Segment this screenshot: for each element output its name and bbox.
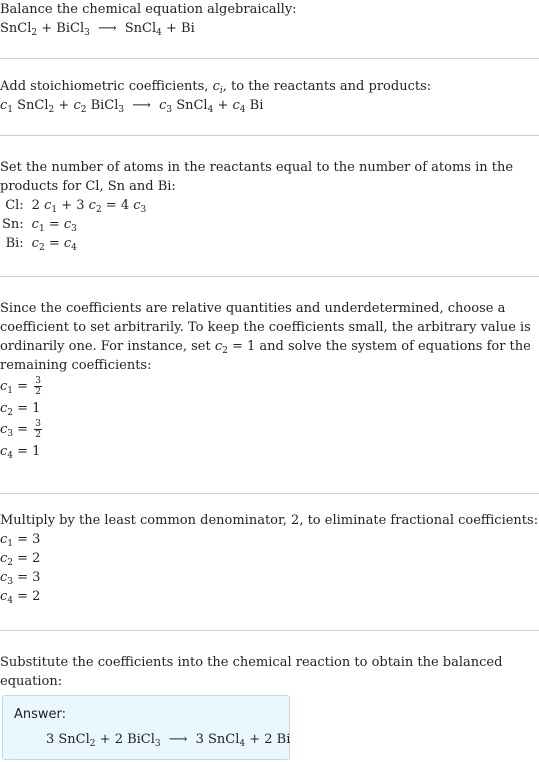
balance-label: Cl: (5, 198, 24, 213)
section-solve (0, 299, 539, 461)
solve-text-2: coefficient to set arbitrarily. To keep the coefficients small, the arbitrary value is (0, 320, 531, 335)
solve-text-3b: = 1 and solve the system of equations for the (227, 339, 531, 354)
solution-c2: $c_2 = 1$ (0, 401, 41, 418)
balance-label: Bi: (5, 236, 24, 251)
unbalanced-equation: SnCl$_2$ + BiCl$_3$ ⟶ SnCl$_4$ + Bi (0, 21, 195, 38)
lcd-intro: Multiply by the least common denominator, 2, to eliminate fractional coefficients: (0, 513, 539, 528)
problem-intro: Balance the chemical equation algebraically: (0, 2, 297, 17)
divider (0, 493, 539, 494)
integer-c1: $c_1 = 3$ (0, 532, 41, 549)
balance-row-bi (0, 234, 146, 253)
coefficients-intro-a: Add stoichiometric coefficients, (0, 79, 213, 94)
balance-equation: $c_2 = c_4$ (31, 236, 77, 253)
balance-equation: 2 $c_1 + 3$ $c_2 = 4$ $c_3$ (31, 198, 147, 215)
coefficients-intro: Add stoichiometric coefficients, $c_i$, to the reactants and products: (0, 79, 432, 96)
solve-text-4: remaining coefficients: (0, 358, 152, 373)
balance-row-cl (0, 196, 146, 215)
integer-c2: $c_2 = 2$ (0, 551, 41, 568)
divider (0, 58, 539, 59)
section-atom-balance (0, 158, 539, 253)
coefficients-intro-b: , to the reactants and products: (222, 79, 432, 94)
section-result (0, 653, 539, 691)
answer-label: Answer: (14, 707, 67, 722)
balance-label: Sn: (2, 217, 24, 232)
atom-balance-intro-2: products for Cl, Sn and Bi: (0, 179, 176, 194)
answer-box (2, 695, 290, 760)
result-text-2: equation: (0, 674, 63, 689)
solve-text-1: Since the coefficients are relative quantities and underdetermined, choose a (0, 301, 506, 316)
atom-balance-intro-1: Set the number of atoms in the reactants equal to the number of atoms in the (0, 160, 514, 175)
balance-equation: $c_1 = c_3$ (31, 217, 77, 234)
balance-row-sn (0, 215, 146, 234)
balanced-equation: 3 SnCl$_2$ + 2 BiCl$_3$ ⟶ 3 SnCl$_4$ + 2 Bi (46, 732, 291, 749)
equation-with-coefficients: $c_1$ SnCl$_2$ + $c_2$ BiCl$_3$ ⟶ $c_3$ SnCl$_4$ + $c_4$ Bi (0, 98, 264, 115)
divider (0, 276, 539, 277)
solve-text-3a: ordinarily one. For instance, set (0, 339, 215, 354)
solution-c4: $c_4 = 1$ (0, 444, 41, 461)
solution-c1: $c_1$ = $\frac{3}{2}$ (0, 376, 41, 397)
divider (0, 135, 539, 136)
integer-c4: $c_4 = 2$ (0, 589, 41, 606)
section-lcd (0, 511, 539, 606)
solve-text-3: ordinarily one. For instance, set $c_2 = 1$ and solve the system of equations for the (0, 339, 531, 356)
atom-balance-table (0, 196, 146, 253)
section-coefficients (0, 77, 539, 115)
solution-c3: $c_3$ = $\frac{3}{2}$ (0, 419, 41, 440)
section-problem (0, 0, 539, 38)
result-text-1: Substitute the coefficients into the chemical reaction to obtain the balanced (0, 655, 503, 670)
divider (0, 630, 539, 631)
integer-c3: $c_3 = 3$ (0, 570, 41, 587)
